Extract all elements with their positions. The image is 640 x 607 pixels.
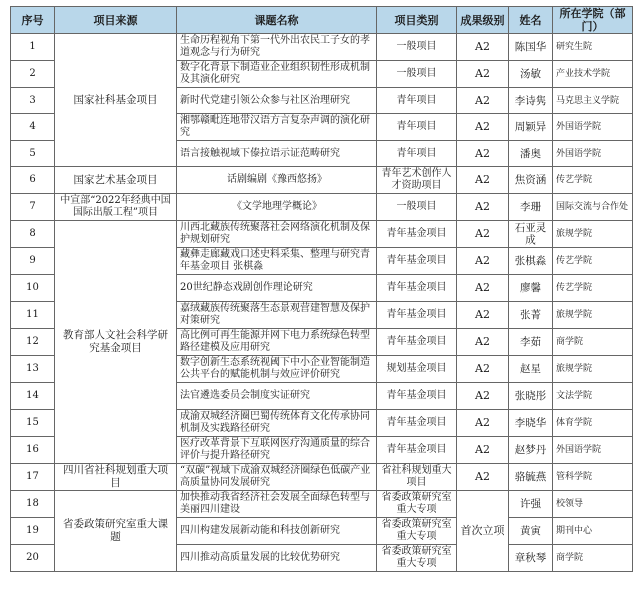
- header-no: 序号: [11, 7, 55, 34]
- cell-level: A2: [457, 114, 509, 141]
- cell-source-group: 四川省社科规划重大项目: [55, 464, 177, 491]
- cell-no: 12: [11, 329, 55, 356]
- cell-name: 骆毓燕: [509, 464, 553, 491]
- cell-school: 旅规学院: [553, 221, 633, 248]
- cell-level: A2: [457, 194, 509, 221]
- cell-title: 医疗改革背景下互联网医疗沟通质量的综合评价与提升路径研究: [177, 437, 377, 464]
- cell-type: 青年基金项目: [377, 302, 457, 329]
- cell-title: 20世纪静态戏剧创作理论研究: [177, 275, 377, 302]
- cell-level: A2: [457, 248, 509, 275]
- cell-level: A2: [457, 167, 509, 194]
- cell-school: 外国语学院: [553, 114, 633, 141]
- cell-no: 18: [11, 491, 55, 518]
- table-row: [11, 194, 633, 221]
- cell-title: 湘鄂赣毗连地带汉语方言复杂声调的演化研究: [177, 114, 377, 141]
- table-row: [11, 221, 633, 248]
- cell-name: 李诗隽: [509, 88, 553, 114]
- cell-school: 国际交流与合作处: [553, 194, 633, 221]
- cell-school: 校领导: [553, 491, 633, 518]
- cell-name: 张菁: [509, 302, 553, 329]
- cell-no: 5: [11, 141, 55, 167]
- cell-school: 产业技术学院: [553, 61, 633, 88]
- cell-school: 期刊中心: [553, 518, 633, 545]
- cell-level: A2: [457, 141, 509, 167]
- cell-level: A2: [457, 88, 509, 114]
- cell-no: 7: [11, 194, 55, 221]
- cell-school: 外国语学院: [553, 437, 633, 464]
- cell-name: 李茹: [509, 329, 553, 356]
- cell-no: 13: [11, 356, 55, 383]
- cell-title: 川西北藏族传统聚落社会网络演化机制及保护规划研究: [177, 221, 377, 248]
- cell-title: 嘉绒藏族传统聚落生态景观营建智慧及保护对策研究: [177, 302, 377, 329]
- cell-type: 青年基金项目: [377, 437, 457, 464]
- cell-no: 1: [11, 34, 55, 61]
- cell-name: 李珊: [509, 194, 553, 221]
- cell-type: 青年艺术创作人才资助项目: [377, 167, 457, 194]
- cell-name: 廖馨: [509, 275, 553, 302]
- cell-title: 语言接触视域下傣拉语示证范畴研究: [177, 141, 377, 167]
- cell-name: 周颖异: [509, 114, 553, 141]
- cell-source-group: 国家社科基金项目: [55, 34, 177, 167]
- cell-source-group: 国家艺术基金项目: [55, 167, 177, 194]
- cell-school: 外国语学院: [553, 141, 633, 167]
- cell-title: 四川推动高质量发展的比较优势研究: [177, 545, 377, 572]
- cell-school: 管科学院: [553, 464, 633, 491]
- cell-type: 一般项目: [377, 61, 457, 88]
- cell-type: 青年基金项目: [377, 275, 457, 302]
- cell-school: 旅规学院: [553, 356, 633, 383]
- cell-level: A2: [457, 410, 509, 437]
- cell-type: 省委政策研究室重大专项: [377, 545, 457, 572]
- cell-school: 旅规学院: [553, 302, 633, 329]
- cell-no: 20: [11, 545, 55, 572]
- cell-school: 体育学院: [553, 410, 633, 437]
- cell-type: 青年项目: [377, 141, 457, 167]
- cell-title: 成渝双城经济圈巴蜀传统体育文化传承协同机制及实践路径研究: [177, 410, 377, 437]
- header-type: 项目类别: [377, 7, 457, 34]
- cell-no: 17: [11, 464, 55, 491]
- cell-level: A2: [457, 356, 509, 383]
- cell-level-merged: 首次立项: [457, 491, 509, 572]
- cell-type: 省委政策研究室重大专项: [377, 518, 457, 545]
- header-source: 项目来源: [55, 7, 177, 34]
- cell-school: 传艺学院: [553, 248, 633, 275]
- cell-name: 石亚灵成: [509, 221, 553, 248]
- cell-type: 青年基金项目: [377, 383, 457, 410]
- cell-no: 15: [11, 410, 55, 437]
- cell-name: 李晓华: [509, 410, 553, 437]
- cell-no: 14: [11, 383, 55, 410]
- cell-no: 10: [11, 275, 55, 302]
- cell-title: 四川构建发展新动能和科技创新研究: [177, 518, 377, 545]
- table-row: [11, 464, 633, 491]
- cell-title: 《文学地理学概论》: [177, 194, 377, 221]
- cell-name: 赵星: [509, 356, 553, 383]
- cell-title: 高比例可再生能源并网下电力系统绿色转型路径建模及应用研究: [177, 329, 377, 356]
- cell-no: 16: [11, 437, 55, 464]
- cell-source-group: 省委政策研究室重大课题: [55, 491, 177, 572]
- cell-name: 陈国华: [509, 34, 553, 61]
- cell-no: 6: [11, 167, 55, 194]
- cell-school: 马克思主义学院: [553, 88, 633, 114]
- cell-name: 焦资涵: [509, 167, 553, 194]
- cell-type: 青年项目: [377, 88, 457, 114]
- cell-name: 张棋淼: [509, 248, 553, 275]
- cell-level: A2: [457, 464, 509, 491]
- cell-school: 商学院: [553, 329, 633, 356]
- cell-school: 文法学院: [553, 383, 633, 410]
- cell-school: 研究生院: [553, 34, 633, 61]
- cell-title: 生命历程视角下第一代外出农民工子女的孝道观念与行为研究: [177, 34, 377, 61]
- cell-title: 数字化背景下制造业企业组织韧性形成机制及其演化研究: [177, 61, 377, 88]
- cell-type: 省委政策研究室重大专项: [377, 491, 457, 518]
- cell-no: 11: [11, 302, 55, 329]
- cell-level: A2: [457, 329, 509, 356]
- cell-name: 章秋琴: [509, 545, 553, 572]
- cell-name: 汤敏: [509, 61, 553, 88]
- cell-name: 赵梦丹: [509, 437, 553, 464]
- cell-level: A2: [457, 221, 509, 248]
- cell-no: 8: [11, 221, 55, 248]
- cell-school: 传艺学院: [553, 275, 633, 302]
- cell-type: 一般项目: [377, 34, 457, 61]
- header-name: 姓名: [509, 7, 553, 34]
- cell-level: A2: [457, 437, 509, 464]
- cell-school: 传艺学院: [553, 167, 633, 194]
- cell-title: 藏彝走廊藏戏口述史料采集、整理与研究青年基金项目 张棋淼: [177, 248, 377, 275]
- cell-level: A2: [457, 383, 509, 410]
- cell-type: 青年基金项目: [377, 329, 457, 356]
- header-school: 所在学院（部门）: [553, 7, 633, 34]
- cell-title: 话剧编剧《豫西悠扬》: [177, 167, 377, 194]
- cell-no: 4: [11, 114, 55, 141]
- cell-name: 潘奥: [509, 141, 553, 167]
- cell-type: 一般项目: [377, 194, 457, 221]
- cell-source-group: 教育部人文社会科学研究基金项目: [55, 221, 177, 464]
- cell-type: 青年基金项目: [377, 221, 457, 248]
- project-table: [10, 6, 633, 572]
- cell-no: 2: [11, 61, 55, 88]
- cell-type: 青年基金项目: [377, 410, 457, 437]
- table-row: [11, 491, 633, 518]
- cell-level: A2: [457, 275, 509, 302]
- cell-title: 新时代党建引领公众参与社区治理研究: [177, 88, 377, 114]
- cell-title: 数字创新生态系统视阈下中小企业智能制造公共平台的赋能机制与效应评价研究: [177, 356, 377, 383]
- cell-level: A2: [457, 34, 509, 61]
- cell-type: 青年基金项目: [377, 248, 457, 275]
- header-level: 成果级别: [457, 7, 509, 34]
- project-table-container: [10, 6, 632, 572]
- cell-level: A2: [457, 61, 509, 88]
- cell-name: 张晓彤: [509, 383, 553, 410]
- cell-name: 许强: [509, 491, 553, 518]
- cell-no: 9: [11, 248, 55, 275]
- cell-title: 法官遴选委员会制度实证研究: [177, 383, 377, 410]
- cell-type: 青年项目: [377, 114, 457, 141]
- header-row: [11, 7, 633, 34]
- cell-name: 黄寅: [509, 518, 553, 545]
- cell-title: 加快推动我省经济社会发展全面绿色转型与美丽四川建设: [177, 491, 377, 518]
- cell-source-group: 中宣部“2022年经典中国国际出版工程”项目: [55, 194, 177, 221]
- cell-no: 19: [11, 518, 55, 545]
- table-row: [11, 167, 633, 194]
- cell-school: 商学院: [553, 545, 633, 572]
- cell-type: 省社科规划重大项目: [377, 464, 457, 491]
- cell-title: “双碳”视域下成渝双城经济圈绿色低碳产业高质量协同发展研究: [177, 464, 377, 491]
- table-row: [11, 34, 633, 61]
- cell-level: A2: [457, 302, 509, 329]
- cell-no: 3: [11, 88, 55, 114]
- header-title: 课题名称: [177, 7, 377, 34]
- cell-type: 规划基金项目: [377, 356, 457, 383]
